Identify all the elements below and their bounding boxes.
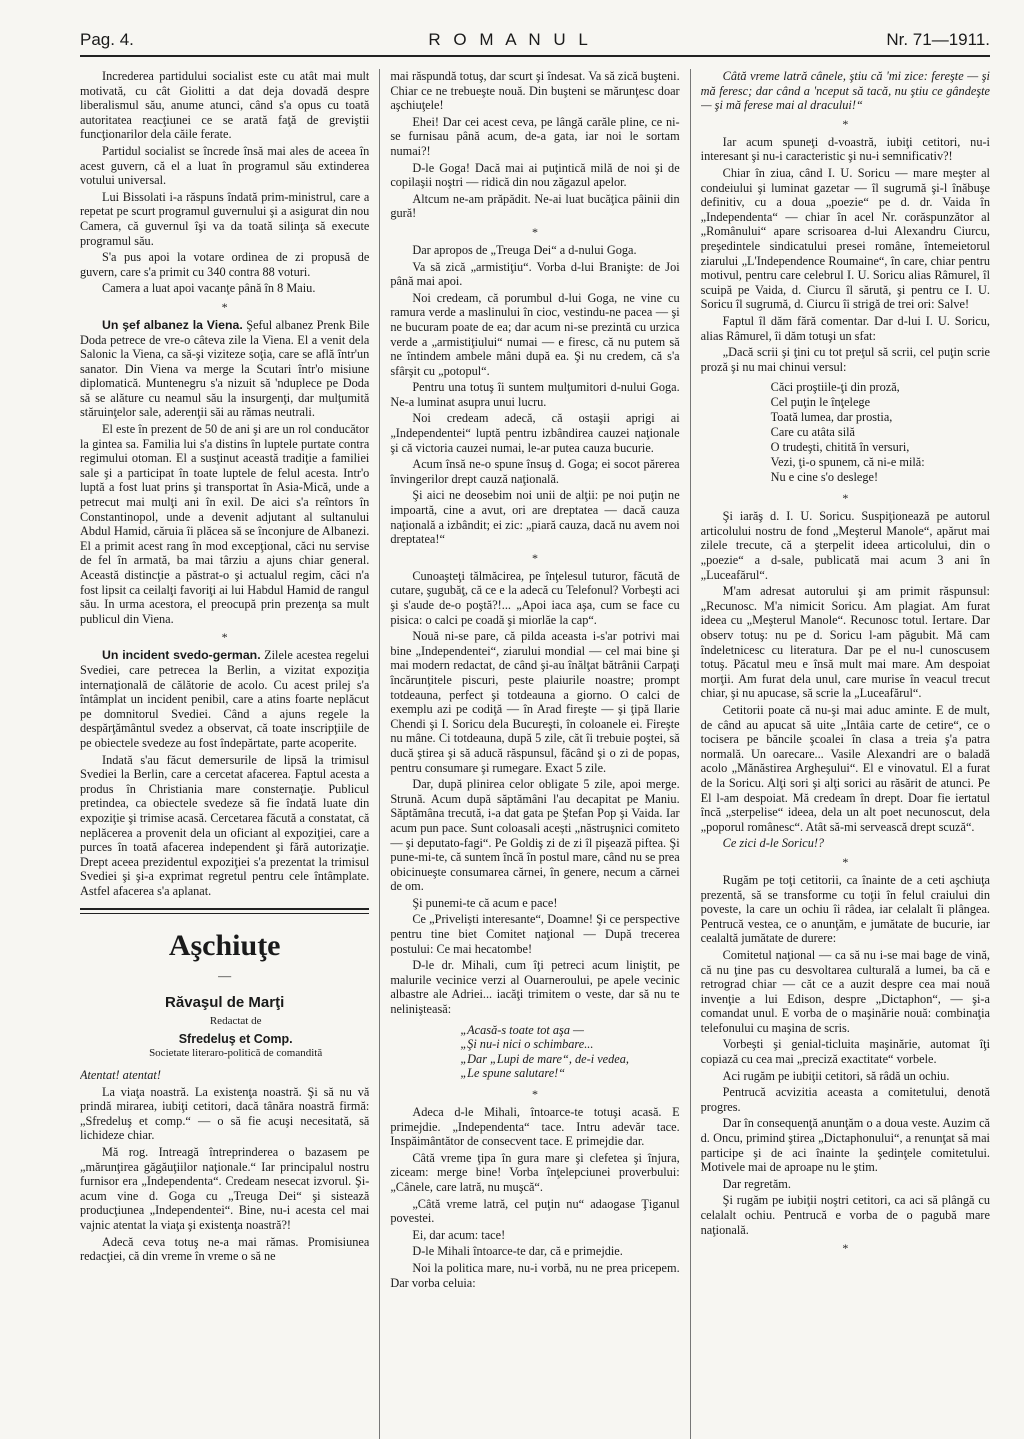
paragraph: S'a pus apoi la votare ordinea de zi propusă de guvern, care s'a primit cu 340 contra 88 voturi. [80, 250, 370, 279]
byline-label: Redactat de [209, 1015, 262, 1028]
paragraph: Şi punemi-te că acum e pace! [412, 895, 558, 910]
paragraph: Şi aici ne deosebim noi unii de alţii: pe noi puţin ne impoartă, cine a avut, ori are dreptatea — dacă cauza naţională a izbândit; ei zic: „piară cauza, dacă nu avem noi dreptatea!“ [390, 488, 680, 547]
paragraph: Ehei! Dar cei acest ceva, pe lângă carăle pline, ce ni-se furnisau până acum, de-a gata, iar noi le sortam numai?! [390, 114, 680, 158]
columns [80, 69, 990, 1439]
paragraph: Increderea partidului socialist este cu atât mai mult motivată, cu cât Giolitti a dat deja dovadă despre liberalismul său, anume atunci, când s'a opus cu toată autoritatea reacţiunei ce se arată faţă de greviştii funcţionarilor dela căile ferate. [80, 69, 370, 142]
verse-line: „Şi nu-i nici o schimbare... [460, 1037, 594, 1052]
verse-line: „Acasă-s toate tot aşa — [460, 1022, 584, 1037]
column-1 [80, 69, 369, 1439]
paragraph: Noi credeam, că porumbul d-lui Goga, ne vine cu ramura verde a maslinului în cioc, vestindu-ne pacea — şi ne bucuram poate de ea; dar acum ni-se prezintă cu urzica verde a „armistiţiului“ numai — e firesc, că nu putem să ne întindem ambele mâni după ea. Şi nu credem, că s'a sfârşit cu „potopul“. [390, 290, 680, 378]
paragraph: Lui Bissolati i-a răspuns îndată prim-ministrul, care a repetat pe scurt programul guvernului şi a asigurat din nou Camera, că guvernul îşi va da toată silinţa să execute programul său. [80, 189, 370, 248]
paragraph: Comitetul naţional — ca să nu i-se mai bage de vină, că nu ţine pas cu desvoltarea culturală a lumei, ba că e retrograd chiar — căt ce a auzit despre cea mai nouă invenţie a lui Edison, despre „Dictaphon“, — şi-a comandat unul. E vorba de o maşinărie nouă: combinaţia telefonului cu maşina de scris. [700, 947, 990, 1035]
paragraph: Dar, după plinirea celor obligate 5 zile, apoi merge. Strună. Acum după săptămâni l'au decapitat pe Maniu. Săptămâna trecută, i-a dat gata pe Ştefan Pop şi Vaida. Iar acum pun pace. Sunt coloasali acești „năstruşnici comiteto — şi deputato-fagi“. Pe Goldiş zi de zi îl pişează piftea. Şi pune-mi-te, că suntem încă în postul mare, când nu se prea obicinueşte consumarea cărnei, în genere, necum a cărnei de om. [390, 777, 680, 894]
paragraph: El este în prezent de 50 de ani şi are un rol conducător la gintea sa. Familia lui s'a distins în luptele purtate contra regimului otoman. El a susţinut această tradiţie a familiei sale şi a participat în toate luptele de felul acesta. Intr'o luptă a fost luat prins şi transportat în Asia-Mică, unde a petrecut mai mulţi ani în exil. De aici s'a reîntors în Constantinopol, unde a devenit adjutant al sultanului Abdul Hamid, căruia îi plăcea să se înconjure de Albanezi. El a primit acest rang în mod excepţional, căci nu servise de fel în armată, ba mai târziu a ajuns chiar general. Această distincţie a păstrat-o şi actualul regim, căci n'a fost lipsit ca ceilalţi favoriţi ai lui Habdul Hamid de rangul său. In urma acestora, el preocupă prin prezenţa sa mult publicul din Viena. [80, 422, 370, 626]
paragraph: Pentrucă acvizitia aceasta a comitetului, denotă progres. [700, 1085, 990, 1114]
masthead [80, 30, 990, 52]
verse-block [701, 380, 990, 485]
column-3 [701, 69, 990, 1439]
paragraph-text: Zilele acestea regelui Svediei, care petrecea la Berlin, a vizitat expoziţia internaţională de călătorie de acolo. Cu acest prilej s'a întâmplat un incident penibil, care a atins foarte neplăcut pe domnitorul Svediei. Când a ajuns regele la despărţământul svedez a observat, că toate inscripţiile de pe obiectele svedeze au fost îndepărtate, parte acoperite. [80, 648, 370, 750]
paragraph: Aci rugăm pe iubiţii cetitori, să râdă un ochiu. [722, 1068, 950, 1083]
paragraph: Dar regretăm. [722, 1176, 791, 1191]
separator-star: * [842, 854, 849, 869]
paragraph: Faptul îl dăm fără comentar. Dar d-lui I. U. Soricu, alias Râmurel, îi dăm totuşi un sfat: [700, 313, 990, 343]
paragraph: Vorbeşti şi genial-ticluita maşinărie, automat îţi copiază cu cea mai „preciză exactitate“ vorbele. [700, 1037, 990, 1067]
paragraph: D-le Mihali întoarce-te dar, că e primejdie. [412, 1244, 623, 1259]
paragraph: Ce zici d-le Soricu!? [722, 836, 825, 851]
issue-number: Nr. 71—1911. [886, 30, 990, 49]
paragraph-text: Şeful albanez Prenk Bile Doda petrece de vre-o câteva zile la Viena. El a venit dela Salonic la Viena, ca să-şi viziteze soţia, care se află într'un sanator. Din Viena va merge la Scutari într'o misiune diplomatică. Muntenegru s'a nizuit să 'nduplece pe Doda să se alăture cu neamul său la insurgenţi, dar mulţumită stăruinţelor sale, aderenţii săi au rămas neutrali. [80, 317, 370, 420]
news-headline: Un şef albanez la Viena. [102, 317, 243, 332]
paragraph: Acum însă ne-o spune însuş d. Goga; ei socot părerea învingerilor drept cauză naţională. [390, 457, 680, 486]
paragraph: Câtă vreme ţipa în gura mare şi clefetea şi înjura, ziceam: merge bine! Vorba înţelepciunei proverbului: „Cânele, care latră, nu muşcă“. [390, 1150, 680, 1194]
paragraph [80, 318, 369, 420]
verse-line: Toată lumea, dar prostia, [770, 410, 893, 425]
paragraph: Adecă ceva totuş ne-a mai rămas. Promisiunea redacţiei, că din vreme în vreme o să ne [80, 1234, 370, 1264]
paragraph: Adeca d-le Mihali, întoarce-te totuşi acasă. E primejdie. „Independenta“ tace. Intru adevăr tace. Inspăimântător de consecvent tace. E primejdie dar. [390, 1105, 680, 1149]
separator-star: * [221, 299, 228, 314]
paragraph: Ce „Priveliști interesante“, Doamne! Şi ce perspective pentru tine biet Comitet naţional — După trecerea postului: Ce mai hecatombe! [390, 912, 680, 956]
column-title: Răvaşul de Marţi [165, 994, 285, 1012]
verse-line: Nu e cine s'o deslege! [770, 470, 879, 485]
verse-block [390, 1023, 679, 1081]
paragraph: D-le dr. Mihali, cum îţi petreci acum liniştit, pe malurile vecinice verzi al Ouarneroului, pe apele vecinic albastre ale Adriei... iacăţi trimitem o veste, dar să nu te nelinişteasă: [390, 958, 680, 1017]
paragraph: Camera a luat apoi vacanţe până în 8 Maiu. [102, 281, 316, 296]
paragraph: La viaţa noastră. La existenţa noastră. Şi să nu vă prindă mirarea, iubiţi cetitori, dacă tânăra noastră firmă: „Sfredeluş et comp.“ — o să fie acuşi necesitată, să lichideze chiar. [80, 1084, 370, 1143]
paragraph: Altcum ne-am prăpădit. Ne-ai luat bucăţica pâinii din gură! [390, 191, 680, 221]
paragraph: Dar apropos de „Treuga Dei“ a d-nului Goga. [412, 242, 637, 257]
paragraph: Chiar în ziua, când I. U. Soricu — mare meşter al condeiului şi luminat gazetar — îl sugrumă şi-l înăbuşe definitiv, cu a doua „poezie“ pe d. dr. Vaida în „Independenta“ — chiar în acel Nr. corăspunzător al „Românului“ apare scrisoarea d-lui Alexandru Ciurcu, preşedintele sindicatului presei române, întemeietorul ziarului „L'Independence Roumaine“, în care, chiar pentru motivul, pentru care celebrul I. U. Soricu alias Râmurel, îl scuipă pe Vaida, d. Ciurcu îl sărută, şi pentru ce I. U. Soricu îl sugrumă, d. Ciurcu îi strigă de trei ori: Salve! [700, 165, 990, 312]
paragraph: Dar în consequenţă anunţăm o a doua veste. Auzim că d. Oncu, primind ştirea „Dictaphonului“, a renunţat să mai participe şi de aci înainte la şedinţele comitetului. Motivele mai de aproape nu le ştim. [700, 1116, 990, 1175]
paragraph: Cetitorii poate că nu-şi mai aduc aminte. E de mult, de când au apucat să uite „Intâia carte de cetire“, ce o tocisera pe băncile şcoalei în clasa a treia ş'a patra normală. Un oarecare... Vasile Alexandri are o baladă acolo „Mănăstirea Argheşului“. El e vinovatul. El a furat de la Soricu. Alţi sori şi alţi sorici au răsărit de atunci. Pe El l-am despoiat. Mă credeam în drept. Doar fie iertatul încă „sterpelise“ ideea, dela un alt poet necunoscut, dela „poporul românesc“. Atât să-mi servească drept scuză“. [700, 703, 990, 834]
separator-star: * [842, 491, 849, 506]
paragraph: Şi iarăş d. I. U. Soricu. Suspiţionează pe autorul articolului nostru de fond „Meşterul Manole“, apărut mai zilele trecute, că a şterpelit ideea articolului, din o „poezie“ a d-sale, publicată mai acum 3 ani în „Luceafărul“. [700, 509, 990, 582]
separator-star: * [842, 116, 849, 131]
separator-star: * [531, 1087, 538, 1101]
paragraph: M'am adresat autorului şi am primit răspunsul: „Recunosc. M'a nimicit Soricu. Am plagiat. Am furat ideea cu „Meşterul Manole“. Recunosc totul. Iertare. Dar observ totuş: nu pe d. Soricu l-am păgubit. Mă cam îndeletnicesc cu literatura. Dar pe el nu-l cunoscusem totuş. Păcatul meu e însă mult mai mare. Am despoiat morţii. Am furat dela unul, care murise în veacul trecut chiar, şi nu apucase, să scrie la „Luceafărul“. [700, 584, 990, 701]
verse-line: Căci proştiile-ţi din proză, [770, 380, 900, 395]
verse-line: Cel puţin le înţelege [770, 395, 871, 410]
paragraph: Câtă vreme latră cânele, ştiu că 'mi zice: fereşte — şi mă feresc; dar când a 'nceput să tacă, nu ştiu ce gândeşte — şi mă ferese mai al dracului!“ [700, 69, 990, 113]
newspaper-title: R O M A N U L [428, 30, 592, 49]
paragraph: mai răspundă totuş, dar scurt şi îndesat. Va să zică buşteni. Chiar ce ne trebueşte nouă. Din buşteni se mărunţesc doar aşchiuţele! [390, 69, 680, 113]
separator-star: * [842, 1241, 849, 1256]
verse-line: O trudeşti, chitită în versuri, [770, 440, 910, 455]
paragraph: Iar acum spuneţi d-voastră, iubiţi cetitori, nu-i interesant şi nu-i caracteristic şi nu-i semnificativ?! [700, 134, 990, 164]
paragraph: Pentru una totuş îi suntem mulţumitori d-nului Goga. Ne-a luminat asupra unui lucru. [390, 380, 680, 409]
page-number: Pag. 4. [80, 30, 134, 49]
verse-line: „Dar „Lupi de mare“, de-i vedea, [460, 1051, 629, 1066]
byline-company: Societate literaro-politică de comandită [149, 1047, 323, 1060]
byline-firm: Sfredeluş et Comp. [178, 1032, 293, 1047]
paragraph: Noi credeam adecă, că ostaşii aprigi ai „Independentei“ luptă pentru izbândirea cauzei naţionale şi că victoria cauzei numai, le-ar putea cauza bucurie. [390, 411, 680, 455]
section-title: Aşchiuţe [168, 929, 281, 963]
paragraph: Partidul socialist se încrede însă mai ales de aceea în acest guvern, că el a luat în programul său extinderea votului universal. [80, 143, 370, 188]
paragraph: Va să zică „armistiţiu“. Vorba d-lui Branişte: de Joi până mai apoi. [390, 259, 680, 289]
subheading: Atentat! atentat! [80, 1068, 161, 1083]
title-dash: — [218, 968, 232, 984]
news-headline: Un incident svedo-german. [102, 648, 261, 663]
paragraph: Indată s'au făcut demersurile de lipsă la trimisul Svediei la Berlin, care a cercetat afacerea. Faptul acesta a produs în Christiania mare consternaţie. Publicul pretindea, ca obiectele svedeze să fie îndată luate din expoziţie şi trimise acasă. Cercetarea făcută a constatat, că neplăcerea a provenit dela un oficiant al expoziţiei, care a purces în toată afacerea independent şi fără autorizaţie. Drept aceea prezidentul expoziţiei s'a prezentat la trimisul Svediei şi şi-a exprimat regretul pentru cele întâmplate. Astfel afacerea s'a aplanat. [80, 752, 370, 898]
verse-line: Vezi, ţi-o spunem, că ni-e milă: [770, 455, 925, 470]
paragraph: „Câtă vreme latră, cel puţin nu“ adaogase Ţiganul povestei. [390, 1196, 680, 1226]
paragraph: Şi rugăm pe iubiţii noştri cetitori, ca aci să plângă cu celalalt ochiu. Pentrucă e vorba de o pagubă mare naţională. [700, 1193, 990, 1237]
verse-line: „Le spune salutare!“ [460, 1066, 566, 1081]
column-2 [390, 69, 679, 1439]
separator-star: * [221, 630, 228, 645]
masthead-rule [80, 55, 990, 57]
column-divider [690, 69, 691, 1439]
separator-star: * [531, 224, 538, 239]
paragraph: Mă rog. Intreagă întreprinderea o bazasem pe „mărunţirea găgăuţiilor naţionale.“ Iar principalul nostru furnisor era „Independenta“. Credeam nesecat izvorul. Şi-acum vine d. Goga cu „Treuga Dei“ şi sistează producţiunea „Independentei“. Bine, nu-i acesta cel mai vajnic atentat la viaţa şi existenţa noastră?! [80, 1145, 370, 1232]
paragraph: D-le Goga! Dacă mai ai puţintică milă de noi şi de copilaşii noştri — ridică din nou zăgazul apelor. [390, 160, 680, 190]
paragraph: Cunoaşteţi tălmăcirea, pe înţelesul tuturor, făcută de cutare, şugubăţ, că ce e la adecă cu Telefonul? Vorbeşti aci şi s'aude de-o poştă?!... „Apoi iaca aşa, cum se face cu pisica: o calci pe coadă şi miorlăe la cap“. [390, 568, 680, 627]
paragraph: „Dacă scrii şi ţini cu tot preţul să scrii, cel puţin scrie proză şi nu mai chinui versul: [700, 345, 990, 374]
column-divider [379, 69, 380, 1439]
section-divider [80, 908, 369, 914]
verse-line: Care cu atâta silă [770, 425, 855, 440]
paragraph: Nouă ni-se pare, că pilda aceasta i-s'ar potrivi mai bine „Independentei“, ziarului mondial — cel mai bine şi mai modern redactat, de când şi-au înălţat bătrânii Carpaţi încărunţitele piscuri, peste plaiurile noastre; prompt totdeauna, perfect şi totdeauna a giorno. O calci de exemplu azi pe codiţă — în Arad fireşte — şi ţipă Ilarie Chendi şi I. Soricu dela Bucureşti, în coloanele ei. Fireşte nu mâne. Ci totdeauna, după 5 zile, căt îi trebuie poştei, să ducă ştirea şi să aducă răspunsul, făcând şi o zi de popas, pentru consumare şi rumegare. Exact 5 zile. [390, 629, 680, 775]
separator-star: * [531, 550, 538, 565]
paragraph: Ei, dar acum: tace! [412, 1227, 506, 1242]
paragraph: Rugăm pe toţi cetitorii, ca înainte de a ceti aşchiuţa prezentă, să se transforme cu toţii în felul craiului din poveste, la care un ochiu îi râdea, iar celalalt îi plângea. Pentrucă vestea, ce o anunţăm, e jumătate de bucurie, iar cealaltă jumătate de durere: [700, 872, 990, 946]
paragraph: Noi la politica mare, nu-i vorbă, nu ne prea pricepem. Dar vorba celuia: [390, 1260, 680, 1290]
paragraph [80, 648, 369, 750]
